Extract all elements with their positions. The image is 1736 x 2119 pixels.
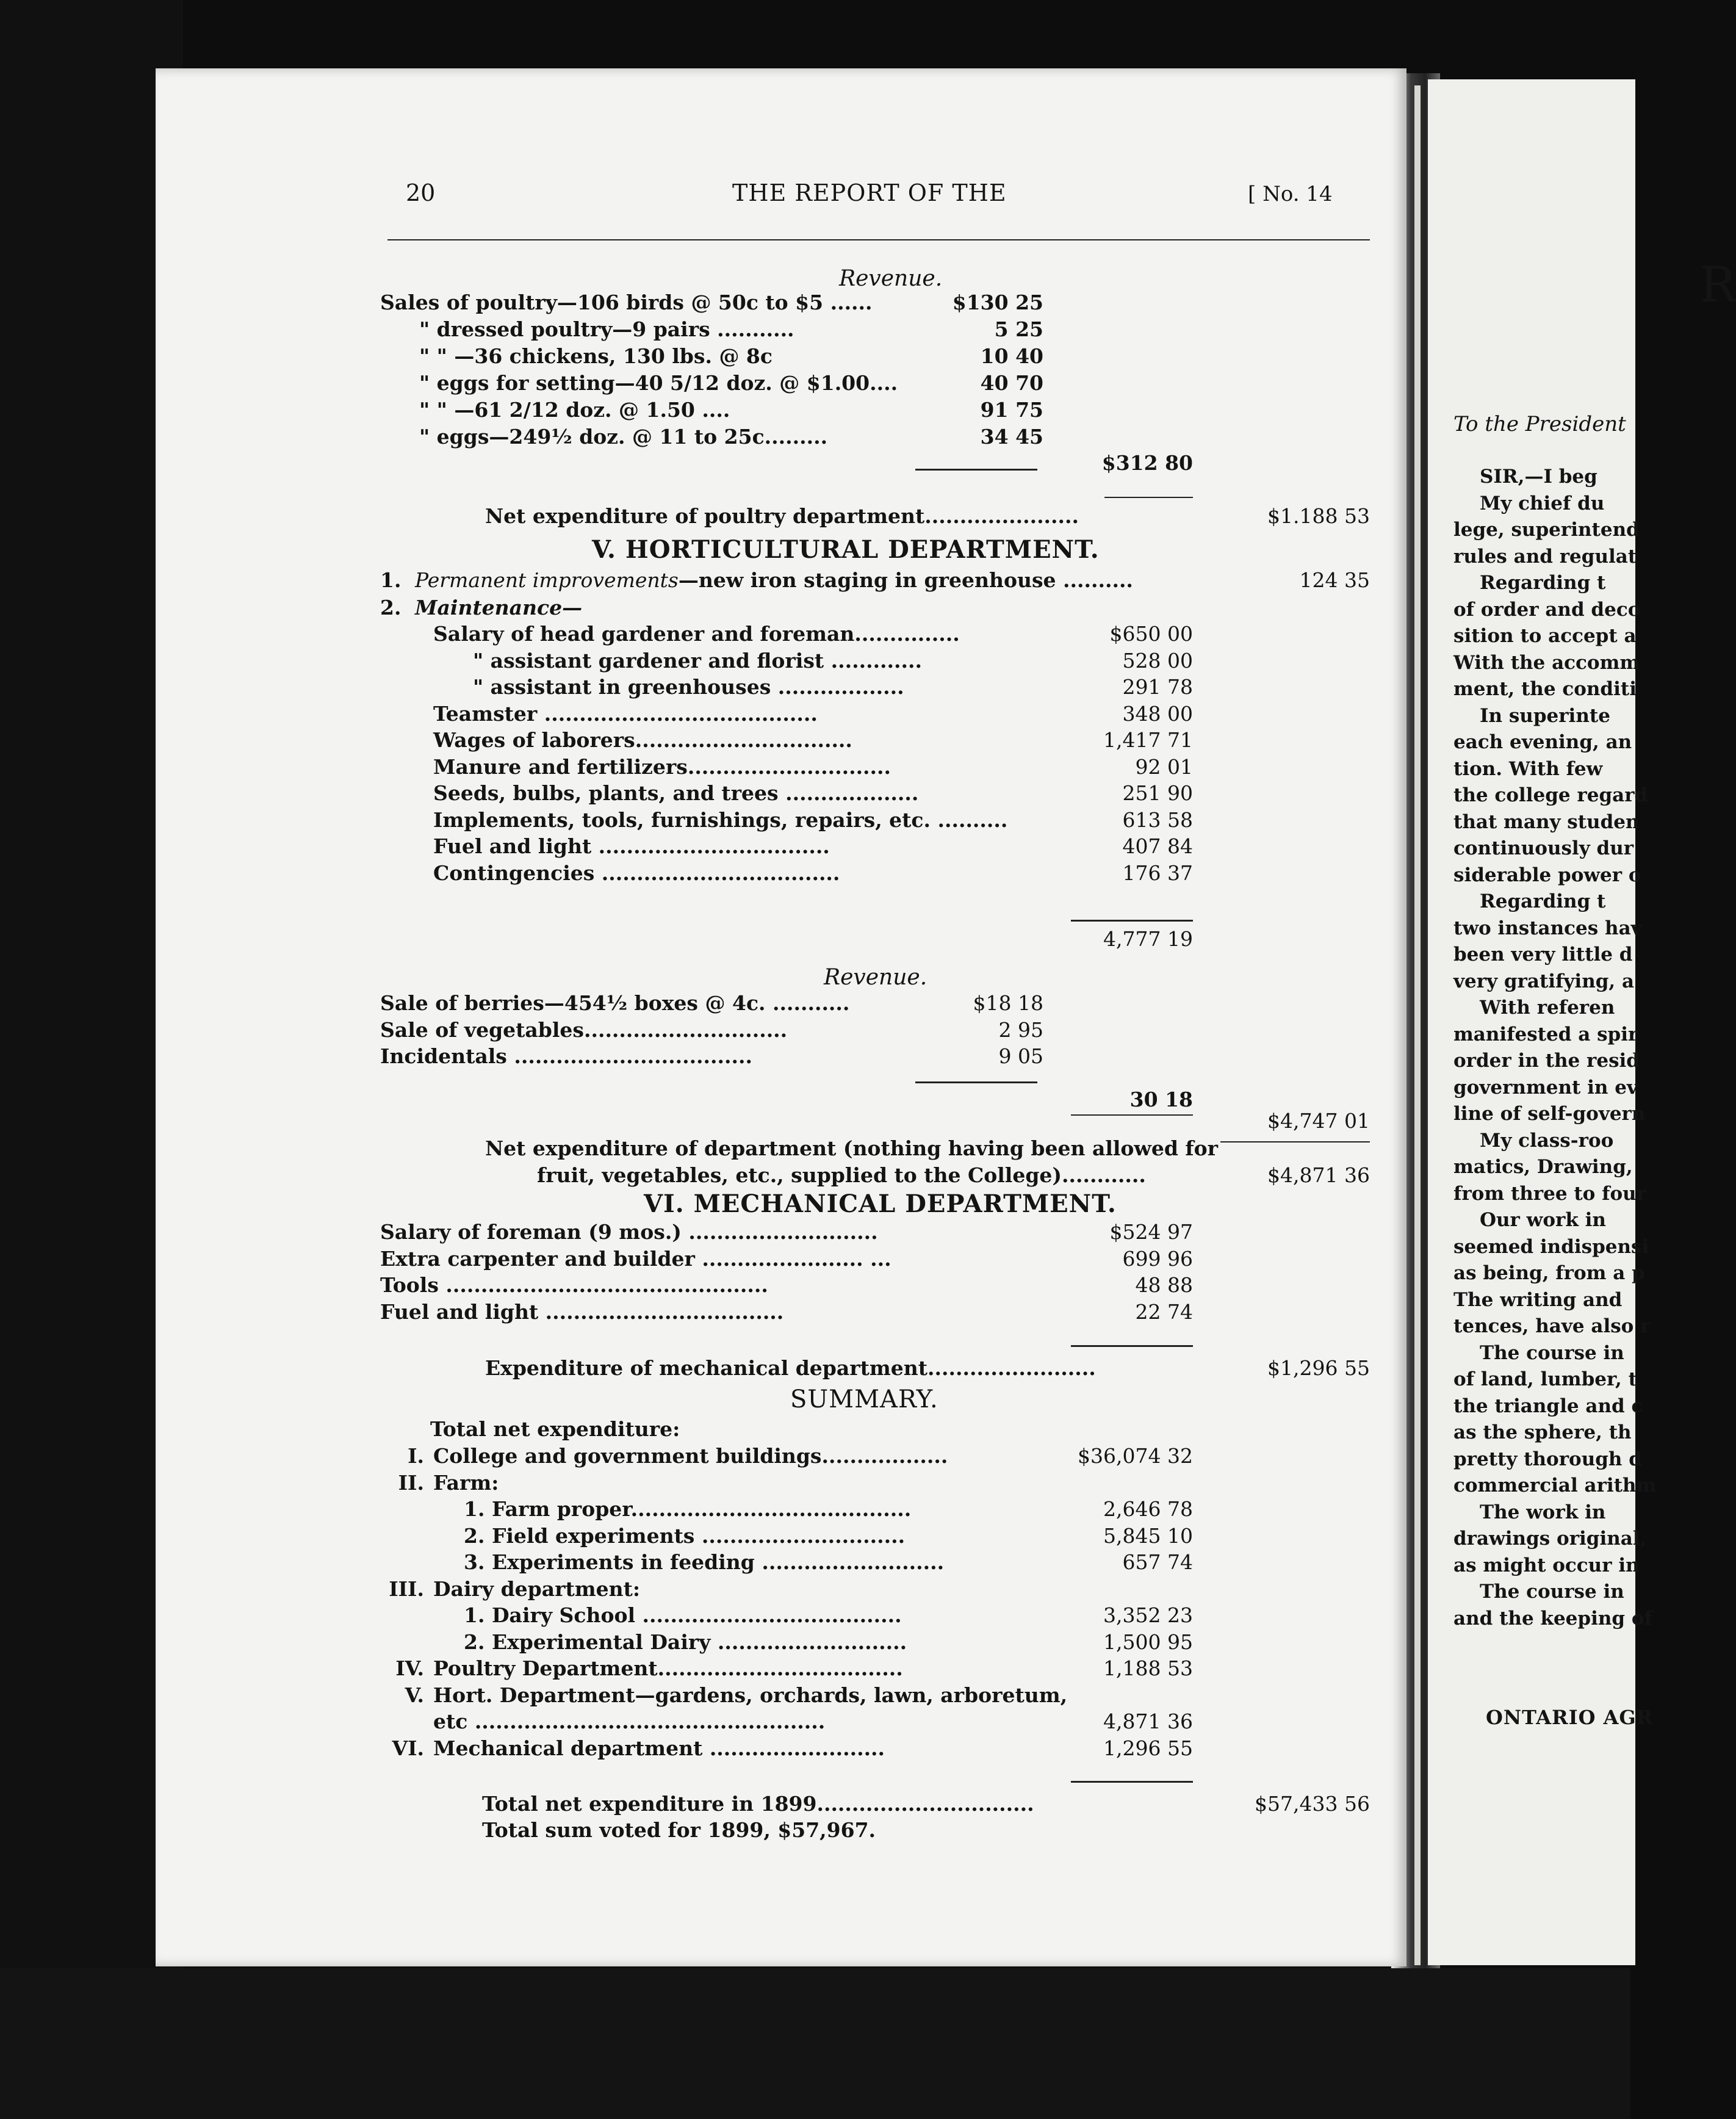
mechanical-row-amount: 22 74 [1135,1299,1193,1324]
summary-row-amount: $36,074 32 [1078,1444,1193,1468]
right-page-line: tion. With few [1453,757,1603,780]
maintenance-row-label: Wages of laborers............................... [433,728,852,752]
summary-row-number: VI. [392,1736,424,1760]
mechanical-row-label: Salary of foreman (9 mos.) ........................... [380,1220,878,1244]
right-page-line: that many studen [1453,810,1640,833]
right-page-address: To the President [1453,412,1626,436]
running-title: THE REPORT OF THE [732,179,1007,206]
maintenance-row-label: Seeds, bulbs, plants, and trees ................... [433,781,919,805]
right-page-line: as might occur in [1453,1554,1640,1576]
right-page-line: siderable power o [1453,864,1641,886]
mechanical-row-amount: 48 88 [1135,1273,1193,1297]
summary-row-label: Farm: [433,1470,499,1495]
summary-total-amount: $57,433 56 [1255,1792,1370,1816]
right-page-line: seemed indispensi [1453,1235,1649,1258]
hort-net-amount: $4,871 36 [1267,1163,1370,1187]
summary-row-label: Mechanical department ......................... [433,1736,885,1760]
right-page-line: as being, from a p [1453,1262,1645,1284]
poultry-revenue-row-amount: 34 45 [980,425,1043,449]
summary-row-amount: 1,500 95 [1103,1630,1193,1654]
hort-revenue-row-label: Sale of berries—454½ boxes @ 4c. ........... [380,991,850,1015]
right-page-line: continuously dur [1453,837,1634,859]
hort-subtotal: $4,747 01 [1267,1109,1370,1133]
maintenance-row-label: " assistant gardener and florist ............. [473,648,922,673]
summary-row-label: Hort. Department—gardens, orchards, lawn, arboretum, [433,1683,1068,1707]
maintenance-row-amount: $650 00 [1109,622,1193,646]
hort-revenue-row-label: Incidentals .................................. [380,1044,752,1068]
hort-item1-label [415,567,1133,594]
summary-row-label: College and government buildings.................. [433,1444,948,1468]
poultry-rule [915,469,1037,471]
hort-net-rule [1220,1141,1370,1143]
right-page-line: manifested a spir [1453,1023,1638,1045]
summary-row-number: II. [398,1470,424,1495]
right-page [1428,79,1736,1965]
right-page-line: and the keeping of [1453,1607,1652,1630]
horticultural-heading: V. HORTICULTURAL DEPARTMENT. [592,535,1100,564]
hort-item1-italic: Permanent improvements [415,568,679,592]
poultry-revenue-row-label: Sales of poultry—106 birds @ 50c to $5 ...... [380,291,873,314]
right-page-line: sition to accept a [1453,625,1637,647]
summary-row-label: etc .................................................. [433,1709,826,1733]
mechanical-row-amount: $524 97 [1109,1220,1193,1244]
poultry-net-label: Net expenditure of poultry department...................... [485,504,1079,528]
maintenance-row-label: Fuel and light ................................. [433,834,830,858]
right-page-line: My chief du [1480,492,1605,514]
poultry-revenue-total: $312 80 [1101,451,1193,475]
right-page-line: My class-roo [1480,1129,1614,1152]
right-page-line: the triangle and c [1453,1395,1643,1417]
right-page-line: rules and regulat [1453,545,1637,568]
mechanical-total-label: Expenditure of mechanical department........................ [485,1356,1096,1380]
right-page-line: very gratifying, a [1453,970,1635,992]
poultry-revenue-row-amount: 5 25 [994,317,1043,341]
right-page-line: of order and deco [1453,598,1641,621]
issue-number: [ No. 14 [1248,182,1333,206]
hort-item1-amount: 124 35 [1299,568,1370,592]
right-page-line: The work in [1480,1501,1606,1523]
summary-row-label: 2. Field experiments ............................. [464,1523,906,1548]
maintenance-row-amount: 176 37 [1122,861,1193,885]
right-page-line: of land, lumber, t [1453,1368,1637,1390]
page-number: 20 [406,179,436,206]
right-page-big-letter: R [1699,256,1736,313]
maintenance-row-amount: 348 00 [1122,701,1193,726]
maintenance-row-label: Implements, tools, furnishings, repairs, etc. .......... [433,807,1008,832]
hort-item2-number: 2. [380,596,402,619]
right-page-line: as the sphere, th [1453,1421,1632,1443]
left-page [156,68,1406,1966]
right-page-line: order in the resid [1453,1050,1640,1072]
right-page-line: lege, superintend [1453,519,1640,541]
summary-row-label: 1. Farm proper........................................ [464,1497,912,1521]
maintenance-row-amount: 1,417 71 [1103,728,1193,752]
summary-row-amount: 5,845 10 [1103,1523,1193,1548]
maintenance-row-label: " assistant in greenhouses .................. [473,675,904,699]
hort-item1-number: 1. [380,568,402,592]
maintenance-row-amount: 528 00 [1122,648,1193,673]
mechanical-row-amount: 699 96 [1122,1246,1193,1271]
maintenance-row-label: Manure and fertilizers............................. [433,754,891,779]
right-page-line: from three to four [1453,1182,1647,1205]
maintenance-row-label: Salary of head gardener and foreman............... [433,622,960,646]
right-page-line: In superinte [1480,704,1610,727]
maintenance-row-amount: 92 01 [1135,754,1193,779]
maintenance-rule [1071,920,1193,922]
hort-revenue-row-label: Sale of vegetables............................. [380,1017,788,1042]
summary-row-label: 2. Experimental Dairy ........................... [464,1630,907,1654]
right-page-line: commercial arithm [1453,1475,1657,1496]
poultry-revenue-heading: Revenue. [839,266,943,291]
hort-revenue-row-amount: 2 95 [998,1017,1043,1042]
right-page-line: tences, have also r [1453,1315,1651,1337]
maintenance-row-amount: 291 78 [1122,675,1193,699]
summary-row-label: 3. Experiments in feeding .......................... [464,1550,945,1574]
summary-row-number: IV. [395,1656,424,1680]
right-page-line: each evening, an [1453,731,1632,753]
right-page-line: The course in [1480,1581,1624,1603]
hort-revenue-row-amount: $18 18 [973,991,1043,1015]
maintenance-row-amount: 251 90 [1122,781,1193,805]
right-page-line: Regarding t [1480,572,1606,594]
summary-row-amount: 4,871 36 [1103,1709,1193,1733]
hort-item2-label: Maintenance— [415,596,583,619]
maintenance-row-label: Teamster ....................................... [433,701,818,726]
right-page-line: pretty thorough d [1453,1448,1642,1470]
poultry-revenue-row-amount: 10 40 [980,344,1043,368]
right-page-line: the college regard [1453,784,1648,806]
mechanical-heading: VI. MECHANICAL DEPARTMENT. [644,1189,1117,1218]
summary-voted: Total sum voted for 1899, $57,967. [482,1818,876,1842]
summary-row-amount: 3,352 23 [1103,1603,1193,1627]
summary-heading: SUMMARY. [790,1385,938,1413]
poultry-revenue-row-amount: 40 70 [980,371,1043,395]
right-page-line: Our work in [1480,1209,1606,1231]
right-page-line: The writing and [1453,1288,1623,1311]
maintenance-row-amount: 407 84 [1122,834,1193,858]
right-page-line: With the accomm [1453,651,1640,674]
hort-revenue-heading: Revenue. [824,965,927,990]
hort-revenue-rule [915,1081,1037,1083]
poultry-revenue-row-amount: $130 25 [952,291,1043,314]
summary-intro: Total net expenditure: [430,1417,680,1441]
poultry-revenue-row-label: " " —61 2/12 doz. @ 1.50 .... [419,398,730,422]
summary-row-amount: 657 74 [1122,1550,1193,1574]
right-page-line: SIR,—I beg [1480,466,1597,488]
summary-row-amount: 1,296 55 [1103,1736,1193,1760]
summary-row-label: Dairy department: [433,1576,641,1601]
right-page-line: Regarding t [1480,890,1606,912]
mechanical-row-label: Extra carpenter and builder ....................... ... [380,1246,891,1271]
right-page-footer: ONTARIO AGR [1486,1706,1654,1729]
poultry-revenue-row-label: " dressed poultry—9 pairs ........... [419,317,794,341]
summary-row-number: V. [405,1683,424,1707]
right-page-line: drawings original, [1453,1528,1647,1550]
poultry-total-rule [1104,497,1193,498]
summary-row-number: I. [408,1444,424,1468]
poultry-revenue-row-label: " " —36 chickens, 130 lbs. @ 8c [419,344,773,368]
poultry-revenue-row-amount: 91 75 [980,398,1043,422]
hort-revenue-total-rule [1071,1114,1193,1116]
hort-revenue-total: 30 18 [1129,1088,1193,1111]
summary-row-label: 1. Dairy School ..................................... [464,1603,902,1627]
mechanical-total-amount: $1,296 55 [1267,1356,1370,1380]
hort-item1-rest: —new iron staging in greenhouse .......... [678,568,1133,592]
poultry-revenue-row-label: " eggs for setting—40 5/12 doz. @ $1.00.... [419,371,898,395]
right-page-line: With referen [1480,997,1615,1019]
summary-row-label: Poultry Department................................... [433,1656,903,1680]
right-page-line: matics, Drawing, [1453,1156,1633,1178]
right-page-line: government in ev [1453,1076,1638,1099]
right-page-line: line of self-govern [1453,1103,1646,1125]
poultry-net-amount: $1.188 53 [1267,504,1370,528]
summary-row-amount: 1,188 53 [1103,1656,1193,1680]
page-gutter [1414,85,1421,1965]
hort-revenue-row-amount: 9 05 [998,1044,1043,1068]
maintenance-total: 4,777 19 [1103,927,1193,951]
maintenance-row-label: Contingencies .................................. [433,861,840,885]
summary-row-number: III. [389,1576,424,1601]
summary-row-amount: 2,646 78 [1103,1497,1193,1521]
summary-rule [1071,1781,1193,1783]
maintenance-row-amount: 613 58 [1122,807,1193,832]
mechanical-rule [1071,1345,1193,1347]
mechanical-row-label: Tools .............................................. [380,1273,768,1297]
right-page-line: ment, the conditi [1453,678,1637,700]
summary-total-label: Total net expenditure in 1899............................... [482,1792,1034,1816]
right-page-line: been very little d [1453,944,1633,966]
right-page-line: The course in [1480,1341,1624,1364]
header-rule [387,239,1370,240]
hort-net-line2: fruit, vegetables, etc., supplied to the College)............ [537,1163,1146,1187]
scan-background-bottom [0,1968,1630,2119]
mechanical-row-label: Fuel and light .................................. [380,1299,784,1324]
poultry-revenue-row-label: " eggs—249½ doz. @ 11 to 25c......... [419,425,828,449]
hort-net-line1: Net expenditure of department (nothing having been allowed for [485,1136,1218,1160]
right-page-line: two instances hav [1453,917,1642,939]
